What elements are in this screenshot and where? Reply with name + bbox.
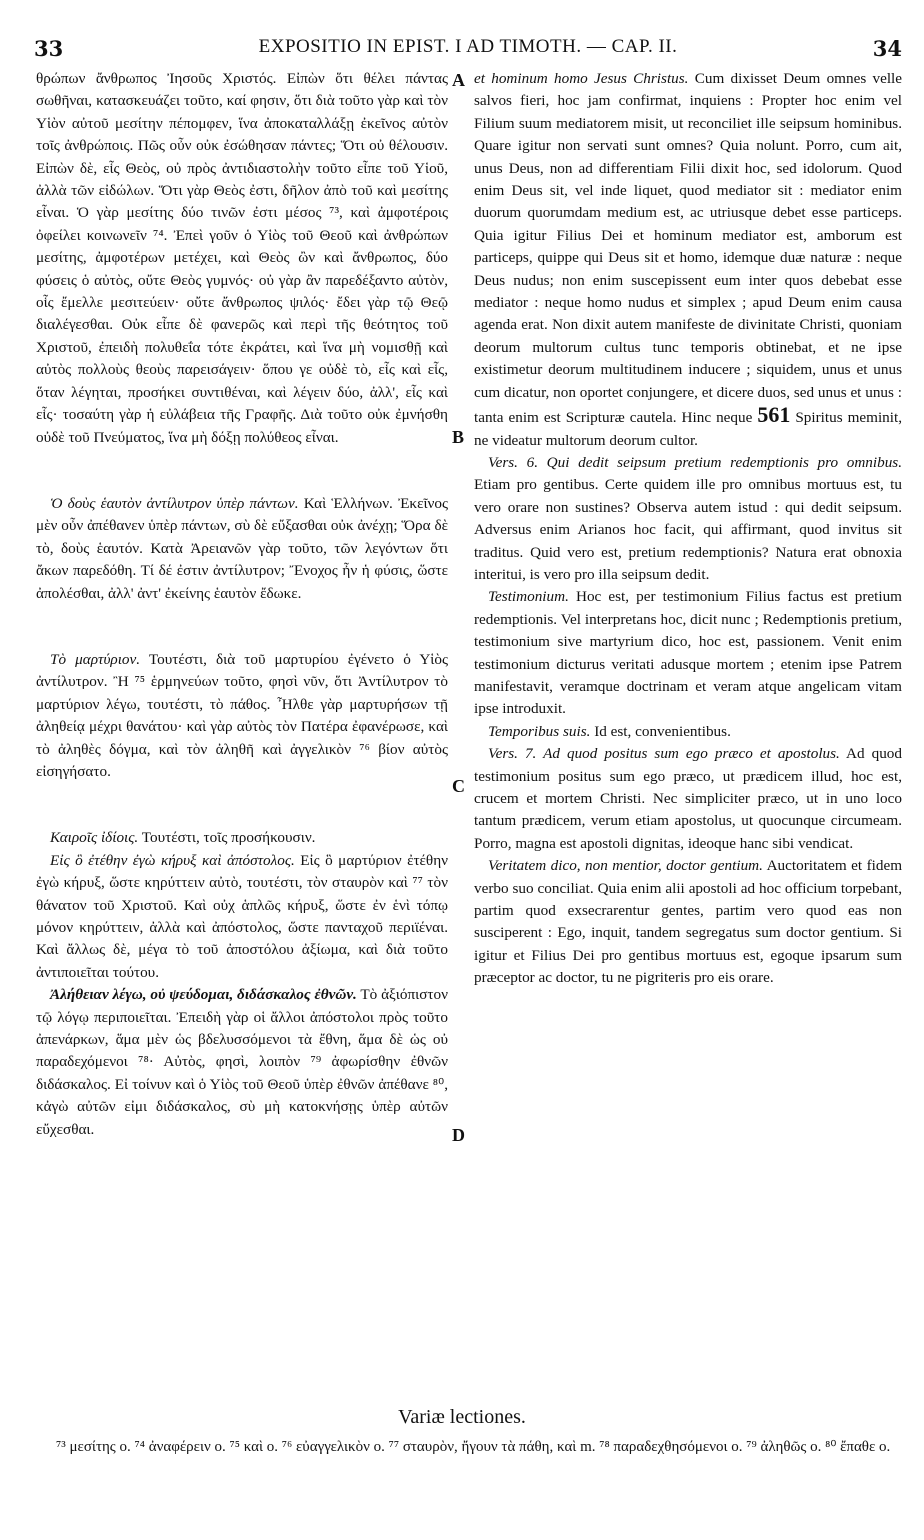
greek-paragraph-text: Τουτέστι, διὰ τοῦ μαρτυρίου ἐγένετο ὁ Υἱὸς ἀντίλυτρον. Ἢ ⁷⁵ ἑρμηνεύων τοῦτο, φησὶ νῦν, ὅτι Ἀντίλυτρον τὸ μαρτύριον λέγω, τουτέστι, τὸ πάθος. Ἦλθε γὰρ μαρτυρήσων τῇ ἀληθείᾳ μέχρι θανάτου· καὶ γὰρ αὐτὸς τὸν Πατέρα ἐφανέρωσε, καὶ τὸ ἀληθὲς δόγμα, καὶ τὸν ἀληθῆ καὶ ἀγγελικὸν ⁷⁶ βίον αὐτὸς εἰσηγήσατο. [36, 650, 448, 780]
running-title: EXPOSITIO IN EPIST. I AD TIMOTH. — CAP. II. [258, 36, 678, 57]
latin-paragraph-text: Etiam pro gentibus. Certe quidem ille pro omnibus mortuus est, tu vero orare non sustines? Observa autem istud : qui dedit seipsum. Adversus enim Arianos hoc facit, qui affirmant, quod invitus sit traditus. Quid vero est, pretium redemptionis? Natura erat obnoxia interitui, is vero pro illa seipsum dedit. [474, 476, 902, 583]
latin-paragraph [474, 855, 902, 989]
latin-lemma: et hominum homo Jesus Christus. [474, 70, 689, 87]
right-page-number: 34 [872, 36, 902, 61]
greek-lemma: Καιροῖς ἰδίοις. [50, 829, 139, 847]
greek-paragraph [36, 649, 448, 783]
latin-column [474, 68, 902, 990]
latin-paragraph-text: Cum dixisset Deum omnes velle salvos fieri, hoc jam confirmat, inquiens : Propter hoc enim vel Filium suum mediatorem misit, ut reconciliet ille seipsum hominibus. Quare igitur non servati sunt omnes? Quia nolunt. Porro, cum ait, unus Deus, non ad differentiam Filii dixit hoc, sed idolorum. Quod enim Deus sit, vel inde liquet, quod mediator sit : mediator enim duorum quorumdam medium est, ac utriusque debet esse particeps. Quia igitur Filius Dei et hominum mediator est, amborum est particeps, quippe qui Deus sit et homo, idemque duæ naturæ : neque Deus nudus; non enim suscepissent eum inter quos debebat esse mediator : neque homo nudus et simplex ; apud Deum enim causa agenda erat. Non dixit autem manifeste de divinitate Christi, quoniam deorum multorum cultus tunc temporis obtinebat, et ne ipse existimetur deorum multitudinem inducere ; siquidem, unus et unus cum dicatur, non oportet conjungere, et dicere duos, sed unus et unus : tanta enim est Scripturæ cautela. Hinc neque [474, 70, 903, 427]
greek-paragraph [36, 493, 448, 605]
latin-paragraph-text: Spiritus meminit, ne videatur multorum deorum cultor. [474, 409, 903, 449]
latin-paragraph-text: Ad quod testimonium positus sum ego præco, ut prædicem illud, hoc est, crucem et mortem Christi. Nec simpliciter præco, ut in uno loco tantum prædicem, verum etiam apostolus, ut quocunque circumeam. Porro, magna est apostoli dignitas, ideoque hanc sibi vendicat. [474, 745, 902, 852]
greek-paragraph-text: Καὶ Ἑλλήνων. Ἐκεῖνος μὲν οὖν ἀπέθανεν ὑπὲρ πάντων, σὺ δὲ εὔξασθαι οὐκ ἀνέχῃ; Ὅρα δὲ τὸ, δοὺς ἑαυτόν. Κατὰ Ἀρειανῶν γὰρ τοῦτο, τῶν λεγόντων ὅτι ἄκων παρεδόθη. Τί δέ ἐστιν ἀντίλυτρον; Ἔνοχος ἦν ἡ φύσις, ὥστε ἀπολέσθαι, ἀλλ' ἀντ' ἐκείνης ἑαυτὸν ἔδωκε. [36, 494, 449, 602]
latin-paragraph-text: Hoc est, per testimonium Filius factus est pretium redemptionis. Vel interpretans hoc, dicit nunc ; Redemptionis pretium, testimonium sive martyrium dico, hoc est, passionem. Venit enim testimonium dicturus veritati adusque mortem ; etenim ipse Patrem manifestavit, veramque doctrinam et veram atque angelicam vitam ipse introduxit. [474, 588, 902, 718]
section-marker-b: B [452, 427, 465, 447]
latin-paragraph [474, 452, 902, 586]
latin-paragraph [474, 721, 902, 743]
greek-paragraph-text: θρώπων ἄνθρωπος Ἰησοῦς Χριστός. Εἰπὼν ὅτι θέλει πάντας σωθῆναι, κατασκευάζει τοῦτο, καί φησιν, ὅτι διὰ τοῦτο γὰρ καὶ τὸν Υἱὸν αὐτοῦ μεσίτην πέπομφεν, ἵνα ἀποκαταλλάξῃ ἐκεῖνος αὐτὸν τοῖς ἀνθρώποις. Πῶς οὖν οὐκ ἐσώθησαν πάντες; Ὅτι οὐ θέλουσιν. Εἰπὼν δὲ, εἷς Θεὸς, οὐ πρὸς ἀντιδιαστολὴν τοῦτο εἶπε τοῦ Υἱοῦ, ἀλλὰ τῶν εἰδώλων. Ὅτι γὰρ Θεὸς ἐστι, δῆλον ἀπὸ τοῦ καὶ μεσίτης εἶναι. Ὁ γὰρ μεσίτης δύο τινῶν ἐστι μέσος ⁷³, καὶ ἀμφοτέροις ὀφείλει κοινωνεῖν ⁷⁴. Ἐπεὶ γοῦν ὁ Υἱὸς τοῦ Θεοῦ καὶ ἀνθρώπων μεσίτης, ἀμφοτέρων μετέχει, καὶ Θεὸς ὢν καὶ ἄνθρωπος, δύο φύσεις ὁ αὐτὸς, οὔτε Θεὸς γυμνός· οὐ γὰρ ἂν παρεδέξαντο αὐτὸν, οἷς ἔμελλε μεσιτεύειν· οὔτε ἄνθρωπος ψιλός· ἔδει γὰρ τῷ Θεῷ διαλέγεσθαι. Οὐκ εἶπε δὲ φανερῶς καὶ περὶ τῆς θεότητος τοῦ Χριστοῦ, ἐπειδὴ πολυθεΐα τότε ἐκράτει, καὶ ἵνα μὴ νομισθῇ καὶ αὐτὸς πολλοὺς θεοὺς παρεισάγειν· ὅπου γε οὐδὲ τὸ, εἷς καὶ εἷς, ὅταν λέγηται, προσήκει συντιθέναι, καὶ λέγειν δύο, ἀλλ', εἷς καὶ εἷς· τοσαύτη γὰρ ἡ εὐλάβεια τῆς Γραφῆς. Διὰ τοῦτο οὐκ ἐμνήσθη οὐδὲ τοῦ Πνεύματος, ἵνα μὴ δόξῃ πολύθεος εἶναι. [36, 70, 448, 446]
latin-paragraph [474, 68, 902, 452]
latin-paragraph-text: Id est, convenientibus. [594, 722, 731, 740]
left-page-number: 33 [34, 36, 64, 61]
greek-paragraph [36, 850, 448, 984]
latin-lemma: Temporibus suis. [488, 722, 591, 740]
greek-lemma: Εἰς ὃ ἐτέθην ἐγὼ κήρυξ καὶ ἀπόστολος. [50, 851, 295, 869]
section-marker-c: C [452, 776, 465, 796]
latin-lemma: Vers. 7. Ad quod positus sum ego præco et apostolus. [488, 745, 840, 763]
greek-paragraph [36, 827, 448, 849]
greek-paragraph-text: Εἰς ὃ μαρτύριον ἐτέθην ἐγὼ κήρυξ, ὥστε κηρύττειν αὐτὸ, τουτέστι, τὸν σταυρὸν καὶ ⁷⁷ τὸν θάνατον τοῦ Χριστοῦ. Καὶ οὐχ ἁπλῶς κήρυξ, ὥστε ἐν ἑνὶ τόπῳ μόνον κηρύττειν, ἀλλὰ καὶ ἀπόστολος, ὥστε πανταχοῦ περιϊέναι. Καὶ ἄλλως δὲ, μέγα τὸ τοῦ ἀποστόλου ἀξίωμα, καὶ διὰ τοῦτο ἀντιποιεῖται τούτου. [36, 851, 449, 981]
column-number: 561 [757, 402, 791, 428]
variant-readings: ⁷³ μεσίτης ο. ⁷⁴ ἀναφέρειν ο. ⁷⁵ καὶ ο. ⁷⁶ εὐαγγελικὸν ο. ⁷⁷ σταυρὸν, ἤγουν τὰ πάθη, καὶ m. ⁷⁸ παραδεχθησόμενοι ο. ⁷⁹ ἀληθῶς ο. ⁸⁰ ἔπαθε ο. [56, 1439, 891, 1455]
greek-column [36, 68, 448, 1141]
latin-paragraph [474, 743, 902, 855]
greek-paragraph-text: Τουτέστι, τοῖς προσήκουσιν. [141, 829, 316, 847]
latin-lemma: Vers. 6. Qui dedit seipsum pretium redemptionis pro omnibus. [488, 453, 902, 471]
latin-paragraph [474, 586, 902, 720]
greek-lemma: Ἀλήθειαν λέγω, οὐ ψεύδομαι, διδάσκαλος ἐθνῶν. [50, 986, 357, 1004]
section-marker-d: D [452, 1125, 465, 1145]
greek-paragraph [36, 984, 448, 1141]
running-header [34, 36, 902, 62]
greek-lemma: Τὸ μαρτύριον. [50, 650, 141, 668]
section-marker-a: A [452, 70, 465, 90]
latin-lemma: Veritatem dico, non mentior, doctor gentium. [488, 857, 763, 875]
greek-lemma: Ὁ δοὺς ἑαυτὸν ἀντίλυτρον ὑπὲρ πάντων. [50, 494, 299, 512]
variant-readings-title: Variæ lectiones. [398, 1406, 526, 1428]
latin-lemma: Testimonium. [488, 588, 569, 606]
latin-paragraph-text: Auctoritatem et fidem verbo suo conciliat. Quia enim alii apostoli ad hoc officium torpebant, partim quod exsecrarentur gentes, partim vero quod eas non susciperent : Ego, inquit, tandem segregatus sum doctor gentium. Si igitur et Filius Dei pro gentibus mortuus est, egoque ipsarum sum præceptor ac doctor, tu ne pigriteris pro eis orare. [474, 857, 903, 987]
greek-paragraph [36, 68, 448, 449]
greek-paragraph-text: Τὸ ἀξιόπιστον τῷ λόγῳ περιποιεῖται. Ἐπειδὴ γὰρ οἱ ἄλλοι ἀπόστολοι πρὸς τοῦτο ἀπενάρκων, ἅμα μὲν ὡς βδελυσσόμενοι τὰ ἔθνη, ἅμα δὲ ὡς οὐ παραδεχόμενοι ⁷⁸· Αὐτὸς, φησὶ, λοιπὸν ⁷⁹ ἀφωρίσθην ἐθνῶν διδάσκαλος. Εἰ τοίνυν καὶ ὁ Υἱὸς τοῦ Θεοῦ ὑπὲρ ἐθνῶν ἀπέθανε ⁸⁰, κἀγὼ αὐτῶν εἰμι διδάσκαλος, σὺ μὴ κατοκνήσῃς ὑπὲρ αὐτῶν εὔχεσθαι. [36, 986, 448, 1138]
